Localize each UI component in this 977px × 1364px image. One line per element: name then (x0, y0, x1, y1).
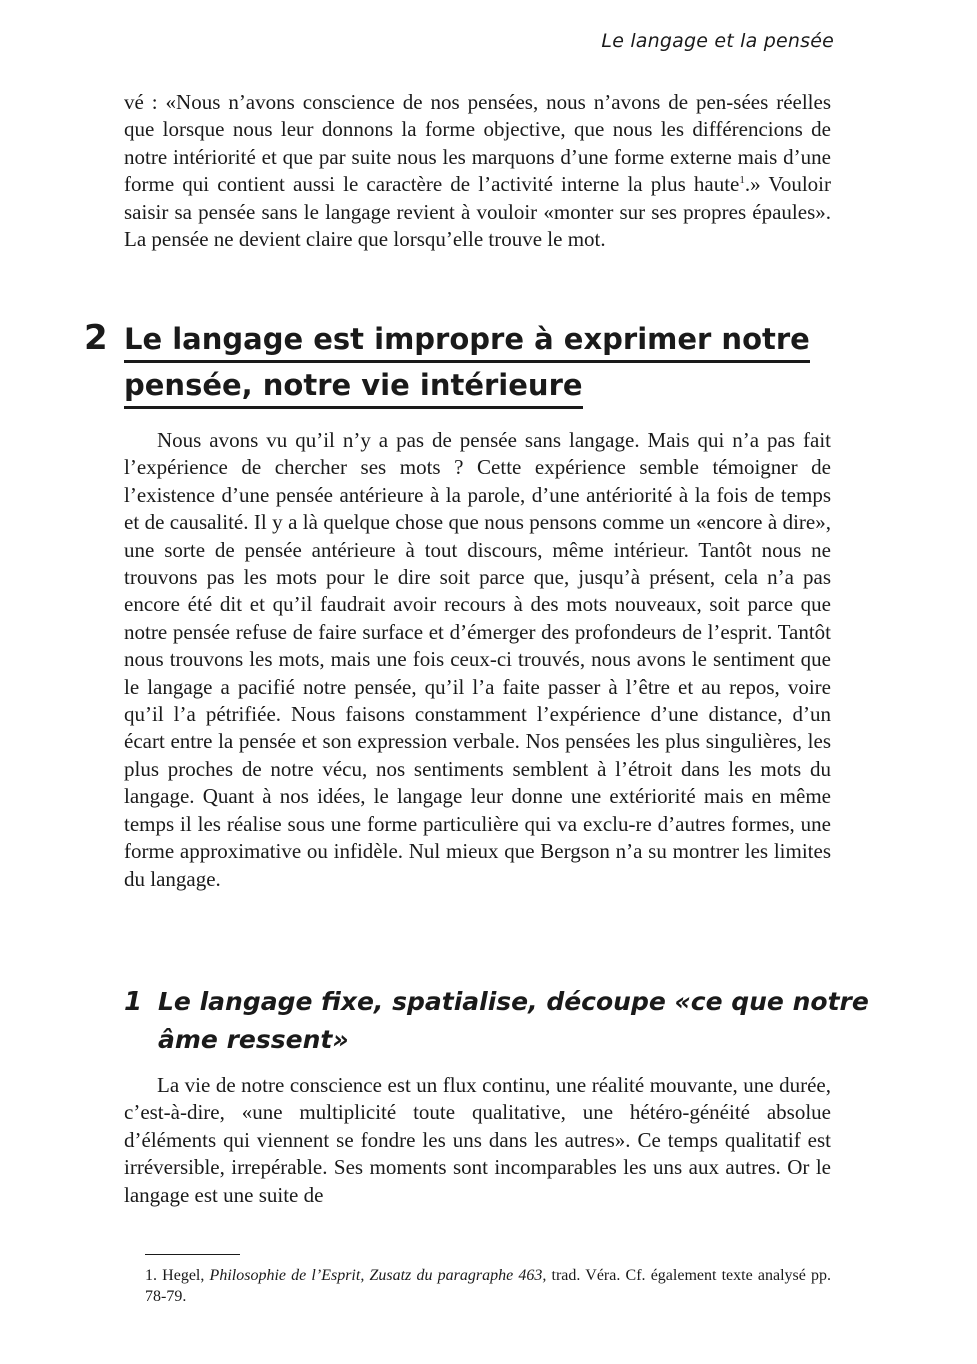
footnote (145, 1265, 831, 1307)
intro-paragraph-text-end: .» Vouloir saisir sa pensée sans le langage revient à vouloir «monter sur ses propres épaules». La pensée ne devient claire que lorsqu’elle trouve le mot. (124, 172, 831, 252)
footnote-author: Hegel, (162, 1267, 205, 1284)
footnote-divider (145, 1254, 240, 1255)
section-number: 2 (84, 318, 108, 358)
footnote-number: 1. (145, 1267, 157, 1284)
subsection-title-line-1: Le langage fixe, spatialise, découpe «ce que notre (158, 987, 869, 1016)
subsection-title-line-2: âme ressent» (158, 1025, 349, 1054)
footnote-work-title: Philosophie de l’Esprit, Zusatz du paragraphe 463, (209, 1267, 547, 1284)
intro-paragraph (124, 89, 831, 253)
section-paragraph: Nous avons vu qu’il n’y a pas de pensée sans langage. Mais qui n’a pas fait l’expérience de chercher ses mots ? Cette expérience semble témoigner de l’existence d’une pensée antérieure à la parole, d’une antériorité à la fois de temps et de causalité. Il y a là quelque chose que nous pensons comme un «encore à dire», une sorte de pensée antérieure à tout discours, même intérieur. Tantôt nous ne trouvons pas les mots pour le dire soit parce que, jusqu’à présent, cela n’a pas encore été dit et qu’il faudrait avoir recours à des mots nouveaux, soit parce que notre pensée refuse de faire surface et d’émerger des profondeurs de l’esprit. Tantôt nous trouvons les mots, mais une fois ceux-ci trouvés, nous avons le sentiment que le langage a pacifié notre pensée, qu’il l’a faite passer à l’être et au repos, voire qu’il l’a pétrifiée. Nous faisons constamment l’expérience d’une distance, d’un écart entre la pensée et son expression verbale. Nos pensées les plus singulières, les plus proches de notre vécu, nos sentiments semblent à l’étroit dans les mots du langage. Quant à nos idées, le langage leur donne une extériorité mais en même temps il les réalise sous une forme particulière qui va exclu-re d’autres formes, une forme approximative ou infidèle. Nul mieux que Bergson n’a su montrer les limites du langage. (124, 428, 831, 891)
footnote-details: trad. Véra. Cf. également texte analysé pp. 78-79. (145, 1267, 832, 1305)
intro-paragraph-text: vé : «Nous n’avons conscience de nos pensées, nous n’avons de pen-sées réelles que lorsque nous leur donnons la forme objective, que nous les différencions de notre intériorité et que par suite nous les marquons d’une forme externe mais d’une forme qui contient aussi le caractère de l’activité interne la plus haute (124, 90, 831, 197)
subsection-number: 1 (124, 987, 143, 1017)
subsection-paragraph: La vie de notre conscience est un flux continu, une réalité mouvante, une durée, c’est-à-dire, «une multiplicité toute qualitative, une hétéro-généité absolue d’éléments qui viennent se fondre les uns dans les autres». Ce temps qualitatif est irréversible, irrepérable. Ses moments sont incomparables les uns aux autres. Or le langage est une suite de (124, 1073, 831, 1207)
footnote-reference[interactable]: 1 (739, 174, 745, 187)
running-header: Le langage et la pensée (601, 30, 834, 52)
section-title-line-1: Le langage est impropre à exprimer notre (124, 321, 810, 363)
section-title-line-2: pensée, notre vie intérieure (124, 367, 583, 409)
